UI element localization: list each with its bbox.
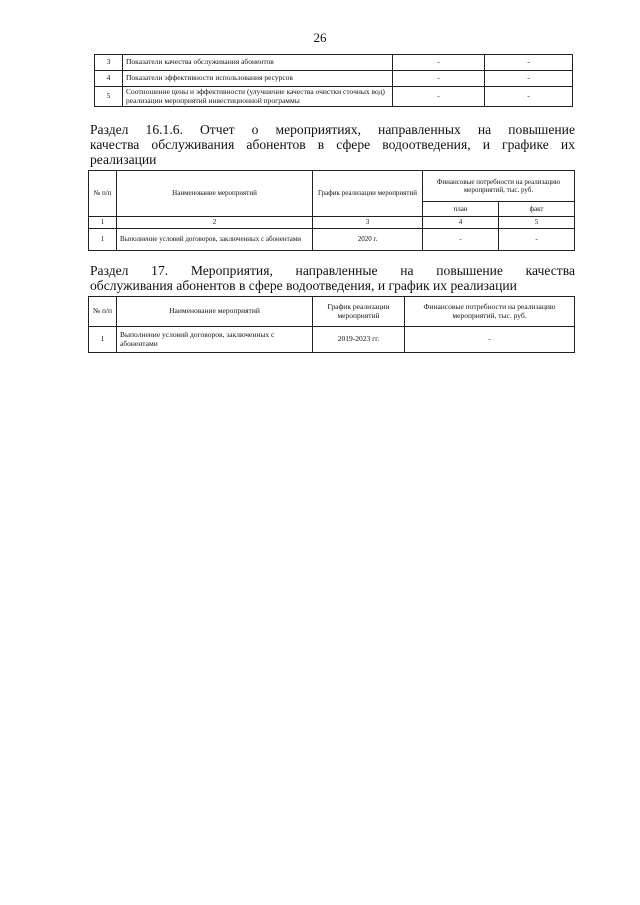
header-finance: Финансовые потребности на реализацию мероприятий, тыс. руб. [405, 297, 575, 327]
section-16-1-6-table [88, 170, 575, 251]
header-name: Наименование мероприятий [117, 171, 313, 217]
fact-value: - [485, 55, 573, 71]
section-17-heading [90, 263, 575, 293]
header-row [89, 297, 575, 327]
fact-value: - [485, 71, 573, 87]
row-number: 4 [95, 71, 123, 87]
header-plan: план [423, 202, 499, 217]
row-number: 5 [95, 87, 123, 107]
table-row [95, 55, 573, 71]
column-index: 2 [117, 217, 313, 229]
table-row [89, 229, 575, 251]
table-row [95, 87, 573, 107]
indicator-name: Соотношение цены и эффективности (улучшение качества очистки сточных вод) реализации мероприятий инвестиционной программы [123, 87, 393, 107]
plan-value: - [393, 55, 485, 71]
column-index: 4 [423, 217, 499, 229]
section-17-table [88, 296, 575, 353]
plan-value: - [393, 87, 485, 107]
header-fact: факт [499, 202, 575, 217]
header-name: Наименование мероприятий [117, 297, 313, 327]
plan-value: - [423, 229, 499, 251]
header-schedule: График реализации мероприятий [313, 297, 405, 327]
page-number: 26 [313, 30, 327, 45]
column-index: 5 [499, 217, 575, 229]
indicators-table [94, 54, 573, 107]
heading-line: качества обслуживания абонентов в сфере водоотведения, и графике их [90, 137, 575, 152]
index-row [89, 217, 575, 229]
measure-name: Выполнение условий договоров, заключенных с абонентами [117, 229, 313, 251]
heading-line: Раздел 16.1.6. Отчет о мероприятиях, направленных на повышение [90, 122, 575, 137]
heading-line: обслуживания абонентов в сфере водоотведения, и график их реализации [90, 278, 517, 293]
header-num: № п/п [89, 171, 117, 217]
schedule-value: 2019-2023 гг. [313, 327, 405, 353]
fact-value: - [485, 87, 573, 107]
row-number: 1 [89, 229, 117, 251]
fact-value: - [499, 229, 575, 251]
row-number: 1 [89, 327, 117, 353]
header-finance: Финансовые потребности на реализацию мероприятий, тыс. руб. [423, 171, 575, 202]
column-index: 3 [313, 217, 423, 229]
header-schedule: График реализации мероприятий [313, 171, 423, 217]
column-index: 1 [89, 217, 117, 229]
indicator-name: Показатели качества обслуживания абонентов [123, 55, 393, 71]
header-row [89, 171, 575, 202]
header-num: № п/п [89, 297, 117, 327]
plan-value: - [393, 71, 485, 87]
table-row [95, 71, 573, 87]
measure-name: Выполнение условий договоров, заключенных с абонентами [117, 327, 313, 353]
heading-line: Раздел 17. Мероприятия, направленные на повышение качества [90, 263, 575, 278]
finance-value: - [405, 327, 575, 353]
indicator-name: Показатели эффективности использования ресурсов [123, 71, 393, 87]
schedule-value: 2020 г. [313, 229, 423, 251]
heading-line: реализации [90, 152, 157, 167]
section-16-1-6-heading [90, 122, 575, 167]
table-row [89, 327, 575, 353]
row-number: 3 [95, 55, 123, 71]
